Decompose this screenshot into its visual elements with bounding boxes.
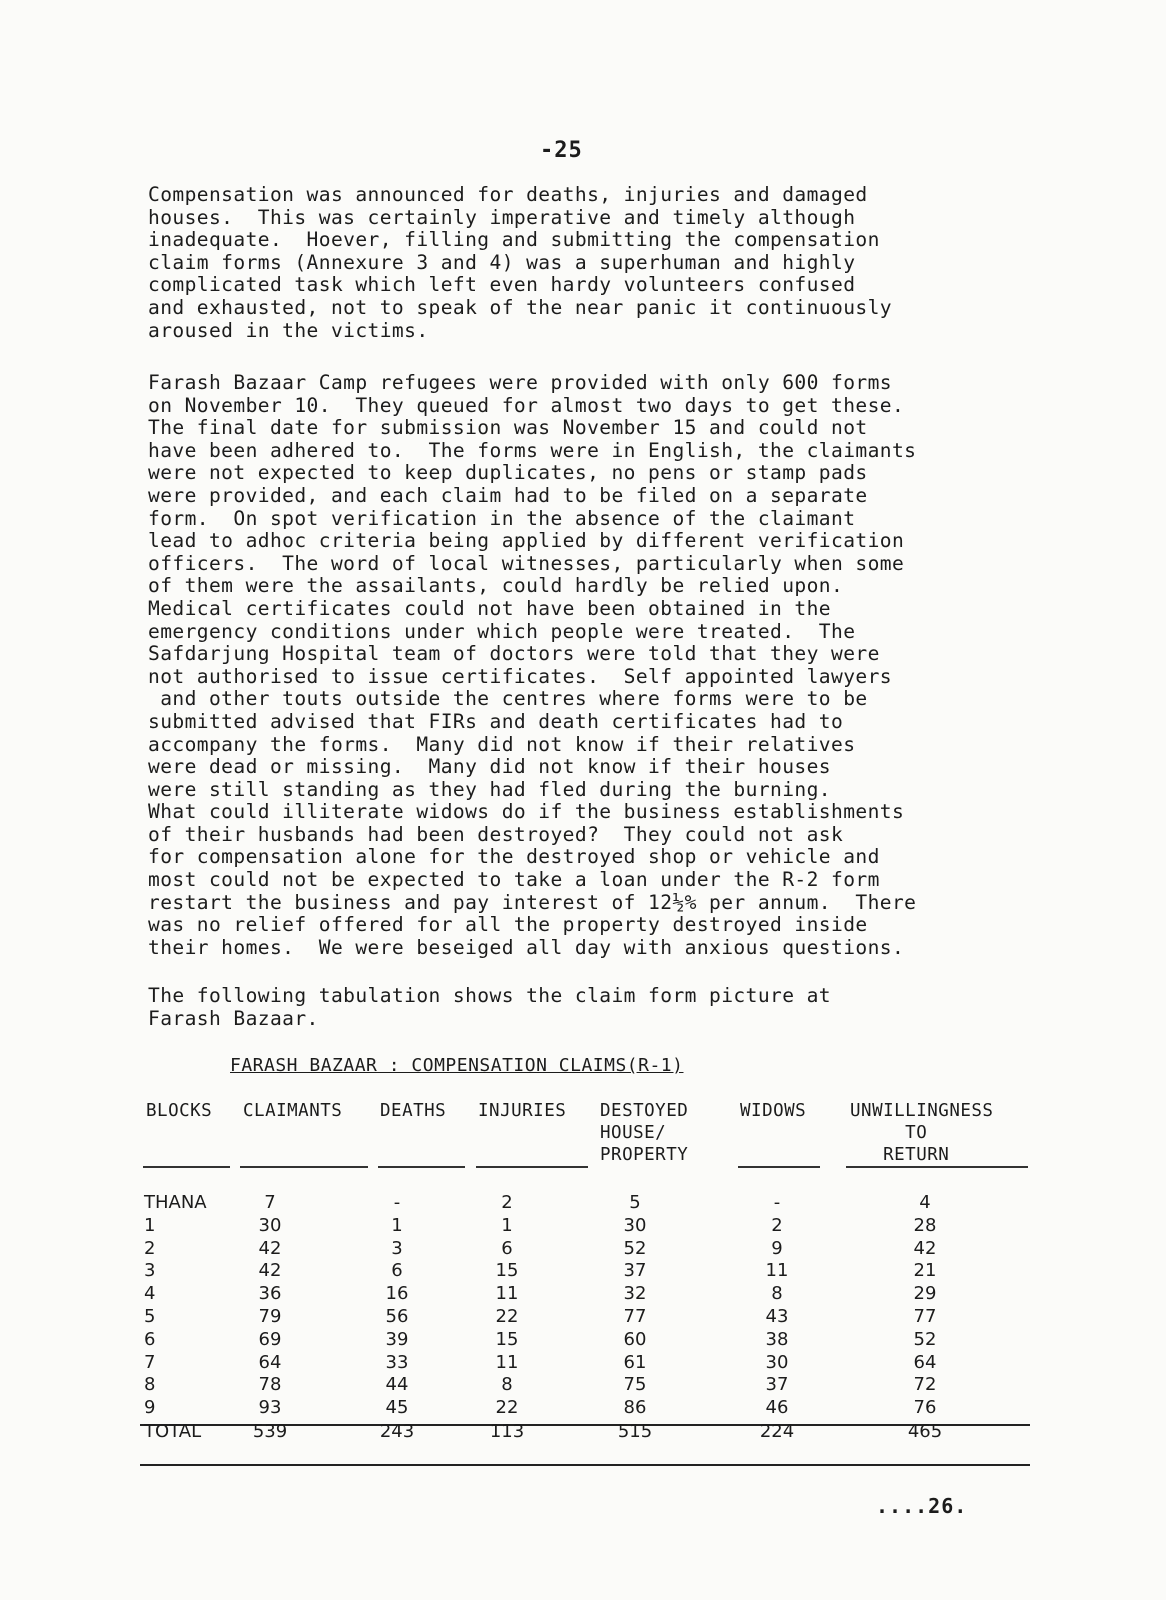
cell-block: 8: [144, 1374, 156, 1396]
table-row: [0, 1305, 1166, 1328]
table-row: [0, 1191, 1166, 1214]
cell-destroyed: 5: [629, 1192, 641, 1213]
total-double-rule: [140, 1464, 1030, 1466]
table-row-total: [0, 1420, 1166, 1443]
cell-deaths: 33: [385, 1351, 409, 1373]
cell-injuries: 22: [495, 1397, 519, 1419]
cell-claimants: 78: [258, 1374, 282, 1396]
cell-claimants: 30: [258, 1214, 282, 1236]
cell-claimants: 69: [258, 1328, 282, 1350]
header-widows: WIDOWS: [740, 1101, 807, 1121]
cell-widows: 46: [765, 1397, 789, 1419]
header-underline: [846, 1166, 1028, 1168]
cell-unwillingness: 77: [913, 1306, 937, 1327]
cell-block: 6: [144, 1328, 156, 1350]
table-row: [0, 1351, 1166, 1374]
header-deaths: DEATHS: [380, 1101, 447, 1121]
cell-block: 1: [144, 1214, 156, 1236]
table-row: [0, 1259, 1166, 1282]
cell-deaths: -: [393, 1192, 401, 1213]
table-title: FARASH BAZAAR : COMPENSATION CLAIMS(R-1): [230, 1055, 684, 1076]
continued-page-marker: ....26.: [876, 1494, 968, 1518]
cell-widows: 43: [765, 1306, 789, 1327]
cell-deaths: 16: [385, 1283, 409, 1305]
total-widows: 224: [759, 1421, 795, 1442]
total-deaths: 243: [379, 1421, 415, 1442]
cell-widows: 9: [771, 1237, 783, 1259]
header-underline: [476, 1166, 588, 1168]
table-row: [0, 1237, 1166, 1260]
cell-claimants: 7: [264, 1192, 276, 1213]
cell-destroyed: 75: [623, 1374, 647, 1396]
cell-claimants: 36: [258, 1283, 282, 1305]
cell-injuries: 11: [495, 1283, 519, 1305]
cell-block: 4: [144, 1283, 156, 1305]
cell-widows: -: [773, 1192, 781, 1213]
header-blocks: BLOCKS: [146, 1101, 213, 1121]
cell-unwillingness: 29: [913, 1283, 937, 1305]
cell-destroyed: 61: [623, 1351, 647, 1373]
cell-destroyed: 77: [623, 1306, 647, 1327]
header-injuries: INJURIES: [478, 1101, 567, 1121]
cell-unwillingness: 52: [913, 1328, 937, 1350]
cell-unwillingness: 72: [913, 1374, 937, 1396]
cell-unwillingness: 76: [913, 1397, 937, 1419]
cell-unwillingness: 21: [913, 1260, 937, 1282]
cell-unwillingness: 4: [919, 1192, 931, 1213]
cell-block: 5: [144, 1306, 156, 1327]
cell-unwillingness: 64: [913, 1351, 937, 1373]
cell-destroyed: 32: [623, 1283, 647, 1305]
header-destroyed-property: DESTOYED HOUSE/ PROPERTY: [600, 1101, 689, 1165]
cell-claimants: 79: [258, 1306, 282, 1327]
cell-destroyed: 30: [623, 1214, 647, 1236]
total-label: TOTAL: [144, 1421, 202, 1442]
cell-injuries: 15: [495, 1328, 519, 1350]
paragraph-farash-bazaar-forms: Farash Bazaar Camp refugees were provided with only 600 forms on November 10. They queued for almost two days to get these. The final date for submission was November 15 and could not have been adhered to. The forms were in English, the claimants were not expected to keep duplicates, no pens or stamp pads were provided, and each claim had to be filed on a separate form. On spot verification in the absence of the claimant lead to adhoc criteria being applied by different verification officers. The word of local witnesses, particularly when some of them were the assailants, could hardly be relied upon. Medical certificates could not have been obtained in the emergency conditions under which people were treated. The Safdarjung Hospital team of doctors were told that they were not authorised to issue certificates. Self appointed lawyers and other touts outside the centres where forms were to be submitted advised that FIRs and death certificates had to accompany the forms. Many did not know if their relatives were dead or missing. Many did not know if their houses were still standing as they had fled during the burning. What could illiterate widows do if the business establishments of their husbands had been destroyed? They could not ask for compensation alone for the destroyed shop or vehicle and most could not be expected to take a loan under the R-2 form restart the business and pay interest of 12½% per annum. There was no relief offered for all the property destroyed inside their homes. We were beseiged all day with anxious questions.: [148, 371, 917, 959]
cell-deaths: 6: [391, 1260, 403, 1282]
cell-destroyed: 86: [623, 1397, 647, 1419]
paragraph-compensation: Compensation was announced for deaths, injuries and damaged houses. This was certainly imperative and timely although inadequate. Hoever, filling and submitting the compensation claim forms (Annexure 3 and 4) was a superhuman and highly complicated task which left even hardy volunteers confused and exhausted, not to speak of the near panic it continuously aroused in the victims.: [148, 183, 892, 342]
header-underline: [738, 1166, 820, 1168]
table-row: [0, 1214, 1166, 1237]
cell-deaths: 39: [385, 1328, 409, 1350]
table-row: [0, 1373, 1166, 1396]
cell-deaths: 44: [385, 1374, 409, 1396]
header-underline: [378, 1166, 465, 1168]
cell-widows: 37: [765, 1374, 789, 1396]
paragraph-tabulation-intro: The following tabulation shows the claim form picture at Farash Bazaar.: [148, 984, 831, 1030]
cell-block: 3: [144, 1260, 156, 1282]
cell-widows: 2: [771, 1214, 783, 1236]
header-unwillingness-to-return: UNWILLINGNESS TO RETURN: [850, 1101, 994, 1165]
total-injuries: 113: [489, 1421, 525, 1442]
cell-widows: 38: [765, 1328, 789, 1350]
cell-injuries: 1: [501, 1214, 513, 1236]
header-claimants: CLAIMANTS: [243, 1101, 343, 1121]
cell-destroyed: 37: [623, 1260, 647, 1282]
cell-injuries: 22: [495, 1306, 519, 1327]
header-underline: [240, 1166, 368, 1168]
table-row: [0, 1396, 1166, 1419]
cell-unwillingness: 42: [913, 1237, 937, 1259]
table-row: [0, 1282, 1166, 1305]
cell-injuries: 11: [495, 1351, 519, 1373]
cell-widows: 30: [765, 1351, 789, 1373]
cell-block: THANA: [144, 1192, 207, 1213]
cell-injuries: 2: [501, 1192, 513, 1213]
cell-injuries: 15: [495, 1260, 519, 1282]
cell-injuries: 8: [501, 1374, 513, 1396]
cell-unwillingness: 28: [913, 1214, 937, 1236]
cell-destroyed: 60: [623, 1328, 647, 1350]
cell-deaths: 3: [391, 1237, 403, 1259]
cell-block: 2: [144, 1237, 156, 1259]
cell-deaths: 56: [385, 1306, 409, 1327]
table-row: [0, 1328, 1166, 1351]
cell-block: 9: [144, 1397, 156, 1419]
cell-deaths: 1: [391, 1214, 403, 1236]
cell-claimants: 93: [258, 1397, 282, 1419]
cell-block: 7: [144, 1351, 156, 1373]
cell-claimants: 42: [258, 1260, 282, 1282]
header-underline: [143, 1166, 230, 1168]
total-claimants: 539: [252, 1421, 288, 1442]
cell-destroyed: 52: [623, 1237, 647, 1259]
page-number: -25: [540, 138, 583, 163]
total-destroyed: 515: [617, 1421, 653, 1442]
cell-claimants: 64: [258, 1351, 282, 1373]
cell-deaths: 45: [385, 1397, 409, 1419]
total-unwillingness: 465: [907, 1421, 943, 1442]
cell-widows: 8: [771, 1283, 783, 1305]
cell-claimants: 42: [258, 1237, 282, 1259]
cell-widows: 11: [765, 1260, 789, 1282]
cell-injuries: 6: [501, 1237, 513, 1259]
